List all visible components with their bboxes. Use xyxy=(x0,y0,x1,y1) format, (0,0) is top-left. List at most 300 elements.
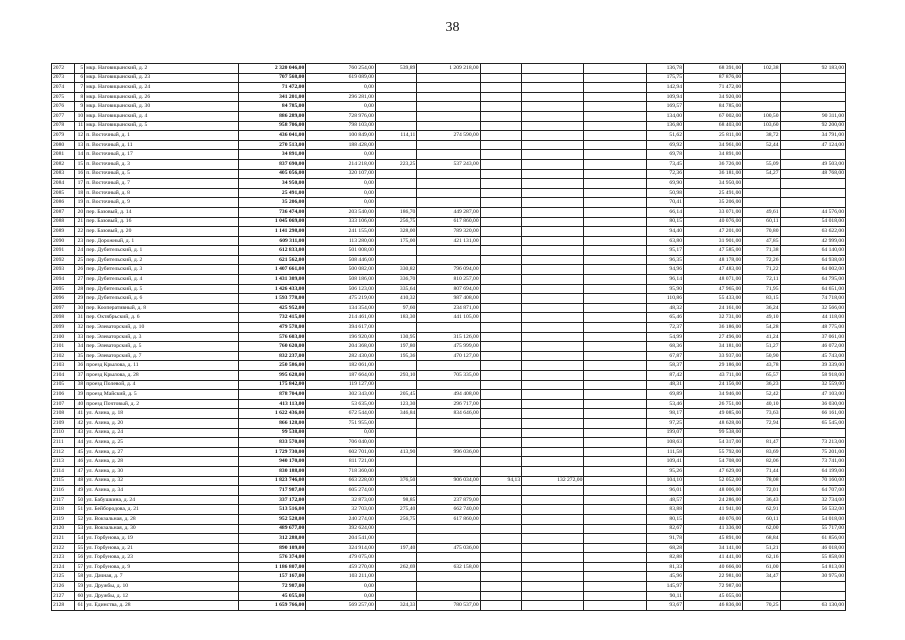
address-cell: пер. Элеваторский, д. 5 xyxy=(85,342,239,352)
row-number-cell: 5 xyxy=(74,64,84,74)
cost-c-cell xyxy=(522,227,584,237)
table-row xyxy=(52,265,846,275)
volume-c-cell xyxy=(480,246,522,256)
register-table xyxy=(51,63,846,611)
volume-c-cell xyxy=(480,313,522,323)
row-id-cell: 2097 xyxy=(52,303,75,313)
cost-f-cell: 64 795,00 xyxy=(780,275,845,285)
volume-b-cell: 130,95 xyxy=(375,332,417,342)
address-cell: пер. Дубительский, д. 5 xyxy=(85,284,239,294)
cost-d-cell xyxy=(584,313,646,323)
cost-e-cell: 33 071,00 xyxy=(684,207,743,217)
row-number-cell: 57 xyxy=(74,562,84,572)
row-id-cell: 2073 xyxy=(52,73,75,83)
address-cell: пер. Дубительский, д. 4 xyxy=(85,275,239,285)
cost-d-cell xyxy=(584,418,646,428)
cost-b-cell xyxy=(417,111,480,121)
cost-a-cell: 706 040,00 xyxy=(306,438,376,448)
cost-d-cell xyxy=(584,572,646,582)
row-id-cell: 2096 xyxy=(52,294,75,304)
volume-b-cell: 262,69 xyxy=(375,562,417,572)
cost-b-cell xyxy=(417,361,480,371)
cost-d-cell xyxy=(584,236,646,246)
cost-c-cell xyxy=(522,111,584,121)
cost-c-cell xyxy=(522,514,584,524)
cost-c-cell xyxy=(522,390,584,400)
cost-d-cell xyxy=(584,582,646,592)
cost-f-cell: 63 622,00 xyxy=(780,227,845,237)
row-number-cell: 41 xyxy=(74,409,84,419)
volume-b-cell: 97,60 xyxy=(375,303,417,313)
volume-b-cell xyxy=(375,572,417,582)
volume-f-cell: 61,00 xyxy=(743,562,780,572)
address-cell: пер. Элеваторский, д. 7 xyxy=(85,351,239,361)
cost-c-cell xyxy=(522,553,584,563)
table-row xyxy=(52,409,846,419)
volume-b-cell: 275,40 xyxy=(375,505,417,515)
volume-f-cell: 52,42 xyxy=(743,390,780,400)
cost-d-cell xyxy=(584,371,646,381)
cost-b-cell xyxy=(417,169,480,179)
volume-e-cell: 95,17 xyxy=(646,246,683,256)
cost-d-cell xyxy=(584,198,646,208)
table-row xyxy=(52,159,846,169)
cost-b-cell: 274 590,00 xyxy=(417,131,480,141)
cost-e-cell: 52 052,00 xyxy=(684,476,743,486)
cost-a-cell: 619 089,00 xyxy=(306,73,376,83)
address-cell: пер. Базовый, д. 20 xyxy=(85,227,239,237)
cost-d-cell xyxy=(584,131,646,141)
row-number-cell: 60 xyxy=(74,591,84,601)
volume-b-cell xyxy=(375,323,417,333)
cost-a-cell: 188 428,00 xyxy=(306,140,376,150)
row-id-cell: 2085 xyxy=(52,188,75,198)
table-row xyxy=(52,284,846,294)
cost-e-cell: 31 901,00 xyxy=(684,236,743,246)
cost-d-cell xyxy=(584,255,646,265)
row-number-cell: 44 xyxy=(74,438,84,448)
volume-f-cell: 60,11 xyxy=(743,514,780,524)
cost-e-cell: 25 491,00 xyxy=(684,188,743,198)
cost-a-cell: 134 354,00 xyxy=(306,303,376,313)
cost-b-cell: 705 335,00 xyxy=(417,371,480,381)
volume-c-cell xyxy=(480,217,522,227)
cost-a-cell: 506 123,00 xyxy=(306,284,376,294)
cost-b-cell xyxy=(417,466,480,476)
cost-e-cell: 24 156,00 xyxy=(684,380,743,390)
cost-d-cell xyxy=(584,447,646,457)
address-cell: п. Восточный, д. 11 xyxy=(85,140,239,150)
volume-f-cell xyxy=(743,582,780,592)
total-cost-cell: 1 823 746,00 xyxy=(238,476,305,486)
row-number-cell: 31 xyxy=(74,313,84,323)
cost-c-cell xyxy=(522,447,584,457)
cost-f-cell: 73 741,00 xyxy=(780,457,845,467)
cost-c-cell xyxy=(522,361,584,371)
cost-d-cell xyxy=(584,399,646,409)
cost-e-cell: 34 950,00 xyxy=(684,179,743,189)
volume-b-cell xyxy=(375,524,417,534)
total-cost-cell: 84 785,00 xyxy=(238,102,305,112)
row-id-cell: 2116 xyxy=(52,486,75,496)
volume-b-cell: 197,80 xyxy=(375,342,417,352)
table-row xyxy=(52,303,846,313)
volume-e-cell: 68,28 xyxy=(646,543,683,553)
cost-e-cell: 47 585,00 xyxy=(684,246,743,256)
volume-b-cell: 324,33 xyxy=(375,601,417,611)
address-cell: ул. Азина, д. 34 xyxy=(85,486,239,496)
row-id-cell: 2119 xyxy=(52,514,75,524)
cost-e-cell: 47 483,00 xyxy=(684,265,743,275)
volume-f-cell: 49,10 xyxy=(743,313,780,323)
cost-b-cell: 237 879,00 xyxy=(417,495,480,505)
cost-a-cell: 53 635,00 xyxy=(306,399,376,409)
row-id-cell: 2101 xyxy=(52,342,75,352)
cost-f-cell xyxy=(780,188,845,198)
address-cell: ул. Бабушкина, д. 24 xyxy=(85,495,239,505)
volume-c-cell xyxy=(480,524,522,534)
address-cell: ул. Азина, д. 18 xyxy=(85,409,239,419)
cost-d-cell xyxy=(584,466,646,476)
volume-e-cell: 51,62 xyxy=(646,131,683,141)
cost-e-cell: 34 181,00 xyxy=(684,342,743,352)
cost-f-cell: 45 743,00 xyxy=(780,351,845,361)
cost-d-cell xyxy=(584,438,646,448)
cost-c-cell xyxy=(522,582,584,592)
row-id-cell: 2115 xyxy=(52,476,75,486)
volume-f-cell xyxy=(743,179,780,189)
row-number-cell: 39 xyxy=(74,390,84,400)
total-cost-cell: 866 128,00 xyxy=(238,418,305,428)
cost-c-cell xyxy=(522,351,584,361)
cost-c-cell xyxy=(522,495,584,505)
row-number-cell: 30 xyxy=(74,303,84,313)
row-number-cell: 35 xyxy=(74,351,84,361)
volume-e-cell: 91,78 xyxy=(646,534,683,544)
volume-b-cell xyxy=(375,179,417,189)
cost-f-cell: 42 999,00 xyxy=(780,236,845,246)
volume-c-cell xyxy=(480,572,522,582)
address-cell: ул. Горбунова, д. 23 xyxy=(85,553,239,563)
volume-b-cell xyxy=(375,553,417,563)
volume-f-cell: 51,27 xyxy=(743,342,780,352)
volume-f-cell: 81,47 xyxy=(743,438,780,448)
volume-e-cell: 67,87 xyxy=(646,351,683,361)
cost-c-cell xyxy=(522,323,584,333)
cost-c-cell xyxy=(522,255,584,265)
total-cost-cell: 250 586,00 xyxy=(238,361,305,371)
cost-b-cell xyxy=(417,140,480,150)
volume-b-cell: 293,10 xyxy=(375,371,417,381)
row-id-cell: 2072 xyxy=(52,64,75,74)
cost-b-cell: 449 287,00 xyxy=(417,207,480,217)
address-cell: пер. Дубительский, д. 6 xyxy=(85,294,239,304)
cost-d-cell xyxy=(584,390,646,400)
cost-e-cell: 34 920,00 xyxy=(684,92,743,102)
row-number-cell: 56 xyxy=(74,553,84,563)
address-cell: пер. Базовый, д. 16 xyxy=(85,217,239,227)
volume-e-cell: 111,58 xyxy=(646,447,683,457)
cost-e-cell: 40 666,00 xyxy=(684,562,743,572)
cost-d-cell xyxy=(584,332,646,342)
cost-d-cell xyxy=(584,188,646,198)
row-id-cell: 2081 xyxy=(52,150,75,160)
table-row xyxy=(52,246,846,256)
volume-e-cell: 69,92 xyxy=(646,140,683,150)
cost-b-cell xyxy=(417,457,480,467)
cost-c-cell xyxy=(522,543,584,553)
cost-e-cell: 99 538,00 xyxy=(684,428,743,438)
volume-b-cell xyxy=(375,150,417,160)
cost-c-cell xyxy=(522,380,584,390)
cost-d-cell xyxy=(584,514,646,524)
row-id-cell: 2103 xyxy=(52,361,75,371)
address-cell: п. Восточный, д. 5 xyxy=(85,169,239,179)
cost-a-cell: 113 280,00 xyxy=(306,236,376,246)
volume-e-cell: 66,14 xyxy=(646,207,683,217)
cost-f-cell: 54 813,00 xyxy=(780,562,845,572)
cost-c-cell xyxy=(522,284,584,294)
cost-d-cell xyxy=(584,246,646,256)
cost-f-cell: 64 199,00 xyxy=(780,466,845,476)
row-number-cell: 26 xyxy=(74,265,84,275)
total-cost-cell: 576 603,00 xyxy=(238,332,305,342)
table-row xyxy=(52,179,846,189)
cost-b-cell: 1 209 218,00 xyxy=(417,64,480,74)
volume-c-cell xyxy=(480,380,522,390)
address-cell: ул. Азина, д. 28 xyxy=(85,457,239,467)
row-number-cell: 28 xyxy=(74,284,84,294)
row-id-cell: 2108 xyxy=(52,409,75,419)
volume-f-cell: 60,11 xyxy=(743,217,780,227)
row-number-cell: 12 xyxy=(74,131,84,141)
cost-f-cell: 58 918,00 xyxy=(780,371,845,381)
cost-f-cell xyxy=(780,591,845,601)
total-cost-cell: 1 426 433,00 xyxy=(238,284,305,294)
cost-b-cell: 475 999,00 xyxy=(417,342,480,352)
cost-f-cell xyxy=(780,83,845,93)
volume-c-cell xyxy=(480,102,522,112)
register-body xyxy=(52,64,846,611)
row-number-cell: 55 xyxy=(74,543,84,553)
cost-a-cell: 214 461,00 xyxy=(306,313,376,323)
cost-a-cell: 324 914,00 xyxy=(306,543,376,553)
cost-f-cell: 44 118,00 xyxy=(780,313,845,323)
table-row xyxy=(52,495,846,505)
cost-c-cell xyxy=(522,121,584,131)
volume-e-cell: 96,14 xyxy=(646,275,683,285)
table-row xyxy=(52,601,846,611)
cost-d-cell xyxy=(584,323,646,333)
row-id-cell: 2082 xyxy=(52,159,75,169)
address-cell: мкр. Наговицынский, д. 4 xyxy=(85,111,239,121)
cost-a-cell: 320 107,00 xyxy=(306,169,376,179)
cost-d-cell xyxy=(584,284,646,294)
volume-b-cell xyxy=(375,255,417,265)
row-number-cell: 22 xyxy=(74,227,84,237)
volume-b-cell: 376,50 xyxy=(375,476,417,486)
cost-c-cell xyxy=(522,207,584,217)
volume-f-cell: 82,06 xyxy=(743,457,780,467)
total-cost-cell: 1 045 069,00 xyxy=(238,217,305,227)
cost-d-cell xyxy=(584,524,646,534)
table-row xyxy=(52,236,846,246)
cost-b-cell xyxy=(417,418,480,428)
cost-c-cell xyxy=(522,486,584,496)
volume-b-cell xyxy=(375,83,417,93)
cost-a-cell: 459 270,00 xyxy=(306,562,376,572)
cost-f-cell: 64 707,00 xyxy=(780,486,845,496)
volume-b-cell xyxy=(375,188,417,198)
address-cell: мкр. Наговицынский, д. 2 xyxy=(85,64,239,74)
cost-d-cell xyxy=(584,534,646,544)
total-cost-cell: 34 891,00 xyxy=(238,150,305,160)
cost-a-cell: 508 186,00 xyxy=(306,275,376,285)
cost-b-cell xyxy=(417,380,480,390)
volume-c-cell xyxy=(480,361,522,371)
volume-e-cell: 96,35 xyxy=(646,255,683,265)
cost-d-cell xyxy=(584,159,646,169)
volume-b-cell: 197,40 xyxy=(375,543,417,553)
cost-c-cell xyxy=(522,64,584,74)
row-id-cell: 2092 xyxy=(52,255,75,265)
address-cell: п. Восточный, д. 9 xyxy=(85,198,239,208)
cost-b-cell xyxy=(417,591,480,601)
volume-e-cell: 72,36 xyxy=(646,169,683,179)
address-cell: проезд Крылова, д. 11 xyxy=(85,361,239,371)
table-row xyxy=(52,351,846,361)
cost-c-cell xyxy=(522,275,584,285)
cost-c-cell: 132 272,00 xyxy=(522,476,584,486)
table-row xyxy=(52,227,846,237)
cost-c-cell xyxy=(522,169,584,179)
cost-a-cell: 479 075,00 xyxy=(306,553,376,563)
cost-e-cell: 34 141,00 xyxy=(684,543,743,553)
cost-f-cell: 47 124,00 xyxy=(780,140,845,150)
cost-b-cell: 807 694,00 xyxy=(417,284,480,294)
address-cell: пер. Базовый, д. 14 xyxy=(85,207,239,217)
address-cell: ул. Азина, д. 27 xyxy=(85,447,239,457)
cost-a-cell: 798 103,00 xyxy=(306,121,376,131)
row-number-cell: 23 xyxy=(74,236,84,246)
cost-f-cell xyxy=(780,582,845,592)
row-number-cell: 27 xyxy=(74,275,84,285)
total-cost-cell: 1 141 298,00 xyxy=(238,227,305,237)
cost-e-cell: 55 433,00 xyxy=(684,294,743,304)
row-number-cell: 36 xyxy=(74,361,84,371)
volume-c-cell xyxy=(480,534,522,544)
cost-a-cell: 333 106,00 xyxy=(306,217,376,227)
row-number-cell: 43 xyxy=(74,428,84,438)
address-cell: мкр. Наговицынский, д. 26 xyxy=(85,92,239,102)
cost-c-cell xyxy=(522,294,584,304)
cost-b-cell: 617 860,00 xyxy=(417,217,480,227)
address-cell: ул. Азина, д. 25 xyxy=(85,438,239,448)
total-cost-cell: 479 578,00 xyxy=(238,323,305,333)
cost-a-cell: 196 920,00 xyxy=(306,332,376,342)
table-row xyxy=(52,217,846,227)
row-number-cell: 42 xyxy=(74,418,84,428)
volume-c-cell xyxy=(480,255,522,265)
total-cost-cell: 1 593 778,00 xyxy=(238,294,305,304)
total-cost-cell: 837 690,00 xyxy=(238,159,305,169)
cost-d-cell xyxy=(584,294,646,304)
cost-d-cell xyxy=(584,476,646,486)
volume-c-cell xyxy=(480,275,522,285)
cost-d-cell xyxy=(584,380,646,390)
table-row xyxy=(52,572,846,582)
volume-e-cell: 96,01 xyxy=(646,486,683,496)
cost-b-cell xyxy=(417,150,480,160)
cost-f-cell xyxy=(780,102,845,112)
total-cost-cell: 890 109,00 xyxy=(238,543,305,553)
volume-c-cell xyxy=(480,83,522,93)
row-id-cell: 2126 xyxy=(52,582,75,592)
volume-f-cell: 62,16 xyxy=(743,553,780,563)
address-cell: ул. Горбунова, д. 21 xyxy=(85,543,239,553)
cost-a-cell: 392 624,00 xyxy=(306,524,376,534)
volume-e-cell: 48,32 xyxy=(646,303,683,313)
cost-d-cell xyxy=(584,102,646,112)
volume-f-cell: 103,60 xyxy=(743,121,780,131)
address-cell: ул. Единства, д. 28 xyxy=(85,601,239,611)
cost-a-cell: 605 274,00 xyxy=(306,486,376,496)
total-cost-cell: 2 320 046,00 xyxy=(238,64,305,74)
volume-e-cell: 69,90 xyxy=(646,179,683,189)
cost-c-cell xyxy=(522,399,584,409)
row-id-cell: 2086 xyxy=(52,198,75,208)
row-number-cell: 9 xyxy=(74,102,84,112)
volume-f-cell: 40,10 xyxy=(743,399,780,409)
cost-a-cell: 728 976,00 xyxy=(306,111,376,121)
volume-b-cell xyxy=(375,582,417,592)
volume-c-cell xyxy=(480,601,522,611)
cost-a-cell: 672 544,00 xyxy=(306,409,376,419)
total-cost-cell: 436 041,00 xyxy=(238,131,305,141)
address-cell: мкр. Наговицынский, д. 24 xyxy=(85,83,239,93)
volume-c-cell xyxy=(480,284,522,294)
volume-c-cell xyxy=(480,562,522,572)
address-cell: пер. Дубительский, д. 2 xyxy=(85,255,239,265)
row-number-cell: 53 xyxy=(74,524,84,534)
volume-f-cell: 72,26 xyxy=(743,255,780,265)
row-id-cell: 2118 xyxy=(52,505,75,515)
address-cell: п. Восточный, д. 7 xyxy=(85,179,239,189)
cost-c-cell xyxy=(522,524,584,534)
volume-f-cell: 70,80 xyxy=(743,227,780,237)
cost-d-cell xyxy=(584,601,646,611)
volume-b-cell xyxy=(375,534,417,544)
cost-e-cell: 68 391,00 xyxy=(684,64,743,74)
cost-f-cell: 73 213,00 xyxy=(780,438,845,448)
row-number-cell: 51 xyxy=(74,505,84,515)
volume-f-cell: 41,24 xyxy=(743,332,780,342)
volume-f-cell xyxy=(743,428,780,438)
row-id-cell: 2121 xyxy=(52,534,75,544)
address-cell: ул. Дружбы, д. 10 xyxy=(85,582,239,592)
address-cell: мкр. Наговицынский, д. 5 xyxy=(85,121,239,131)
cost-e-cell: 48 628,00 xyxy=(684,418,743,428)
cost-c-cell xyxy=(522,246,584,256)
row-id-cell: 2094 xyxy=(52,275,75,285)
cost-d-cell xyxy=(584,92,646,102)
row-id-cell: 2123 xyxy=(52,553,75,563)
cost-f-cell: 64 938,00 xyxy=(780,255,845,265)
cost-a-cell: 811 721,00 xyxy=(306,457,376,467)
row-id-cell: 2114 xyxy=(52,466,75,476)
volume-c-cell xyxy=(480,514,522,524)
volume-e-cell: 175,75 xyxy=(646,73,683,83)
